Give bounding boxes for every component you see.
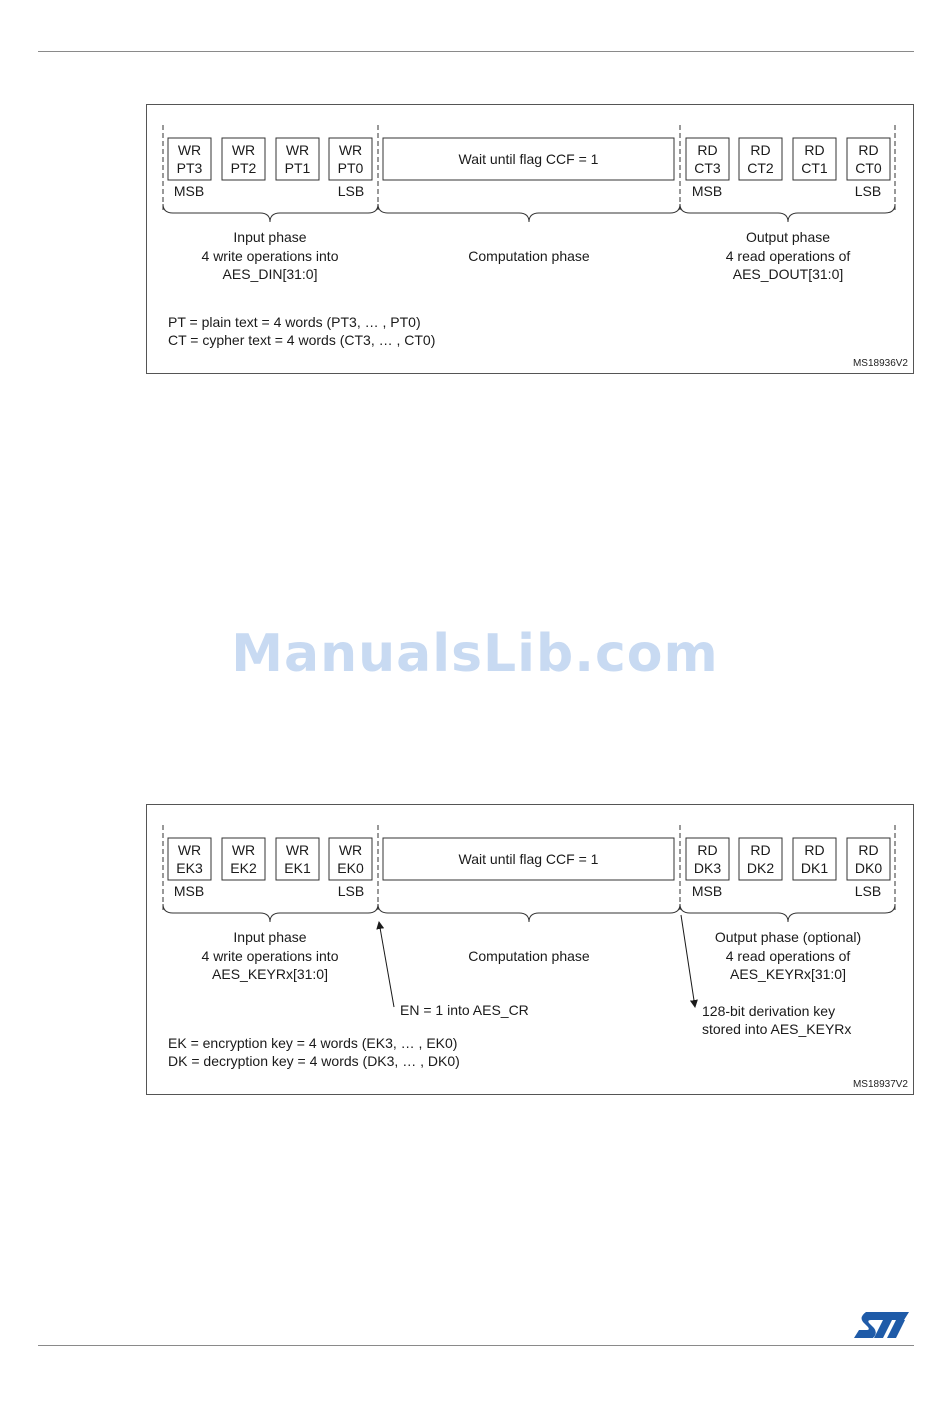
write-box-1 [168, 838, 211, 880]
watermark-text: ManualsLib.com [231, 624, 719, 684]
enable-annotation: EN = 1 into AES_CR [400, 1002, 529, 1018]
write-box-3 [276, 138, 319, 180]
read-box-2 [739, 138, 782, 180]
read-box-4 [847, 138, 890, 180]
write-box-3-line1: WR [285, 842, 310, 858]
msb-label-input: MSB [173, 183, 205, 199]
output-phase-line3: AES_KEYRx[31:0] [730, 966, 846, 982]
aes-encryption-sequence-figure [146, 104, 914, 374]
note-decryption-key: DK = decryption key = 4 words (DK3, … , DK0) [168, 1053, 460, 1069]
read-box-2-line1: RD [750, 842, 771, 858]
input-phase-line1: Input phase [233, 929, 307, 945]
read-box-3-line2: CT1 [801, 160, 828, 176]
read-box-2-line2: DK2 [746, 860, 775, 876]
write-box-2-line1: WR [231, 842, 256, 858]
derivation-key-line1: 128-bit derivation key [702, 1003, 836, 1019]
note-encryption-key: EK = encryption key = 4 words (EK3, … , EK0) [168, 1035, 458, 1051]
input-phase-line2: 4 write operations into [201, 248, 339, 264]
read-box-1-line2: DK3 [693, 860, 722, 876]
read-box-3 [793, 838, 836, 880]
msb-label-output: MSB [691, 883, 723, 899]
input-phase-line3: AES_KEYRx[31:0] [212, 966, 328, 982]
figure-id: MS18936V2 [852, 358, 908, 369]
wait-box [383, 138, 674, 180]
derivation-key-line2: stored into AES_KEYRx [702, 1021, 852, 1037]
lsb-label-output: LSB [854, 183, 882, 199]
lsb-label-input: LSB [337, 883, 365, 899]
write-box-1-line1: WR [177, 142, 202, 158]
output-phase-brace [680, 904, 895, 922]
st-logo [852, 1310, 910, 1340]
read-box-1 [686, 838, 729, 880]
read-box-4-line1: RD [858, 842, 879, 858]
output-phase-brace [680, 204, 895, 222]
write-box-4-line2: PT0 [337, 160, 364, 176]
write-box-2-line2: PT2 [230, 160, 257, 176]
read-box-2-line1: RD [750, 142, 771, 158]
read-box-3-line2: DK1 [800, 860, 829, 876]
input-phase-line2: 4 write operations into [201, 948, 339, 964]
read-box-1-line1: RD [697, 842, 718, 858]
read-box-1 [686, 138, 729, 180]
write-box-4-line1: WR [338, 842, 363, 858]
computation-phase-label: Computation phase [468, 248, 590, 264]
read-box-3-line1: RD [804, 842, 825, 858]
write-box-2 [222, 838, 265, 880]
read-box-1-line1: RD [697, 142, 718, 158]
write-box-4-line1: WR [338, 142, 363, 158]
computation-phase-brace [378, 904, 680, 922]
wait-label: Wait until flag CCF = 1 [458, 851, 599, 867]
figure-2-diagram [147, 805, 913, 1094]
lsb-label-output: LSB [854, 883, 882, 899]
read-box-4-line2: CT0 [855, 160, 882, 176]
read-box-4-line1: RD [858, 142, 879, 158]
write-box-4 [329, 838, 372, 880]
input-phase-line1: Input phase [233, 229, 307, 245]
wait-box [383, 838, 674, 880]
read-box-2-line2: CT2 [747, 160, 774, 176]
aes-key-derivation-sequence-figure [146, 804, 914, 1095]
write-box-4 [329, 138, 372, 180]
input-phase-brace [163, 904, 378, 922]
derivation-key-arrow [681, 915, 695, 1007]
write-box-2-line2: EK2 [230, 860, 257, 876]
computation-phase-label: Computation phase [468, 948, 590, 964]
output-phase-line1: Output phase [745, 229, 831, 245]
computation-phase-brace [378, 204, 680, 222]
note-cypher-text: CT = cypher text = 4 words (CT3, … , CT0) [168, 332, 436, 348]
input-phase-line3: AES_DIN[31:0] [222, 266, 318, 282]
read-box-1-line2: CT3 [694, 160, 721, 176]
figure-id: MS18937V2 [852, 1079, 908, 1090]
output-phase-line2: 4 read operations of [725, 248, 851, 264]
enable-arrow [379, 922, 394, 1007]
write-box-4-line2: EK0 [337, 860, 364, 876]
write-box-3-line2: EK1 [284, 860, 311, 876]
write-box-1-line1: WR [177, 842, 202, 858]
footer-rule [38, 1345, 914, 1346]
read-box-3 [793, 138, 836, 180]
lsb-label-input: LSB [337, 183, 365, 199]
output-phase-line3: AES_DOUT[31:0] [732, 266, 844, 282]
write-box-2 [222, 138, 265, 180]
wait-label: Wait until flag CCF = 1 [458, 151, 599, 167]
read-box-2 [739, 838, 782, 880]
read-box-4-line2: DK0 [854, 860, 883, 876]
header-rule [38, 51, 914, 52]
read-box-3-line1: RD [804, 142, 825, 158]
output-phase-line1: Output phase (optional) [714, 929, 862, 945]
write-box-3 [276, 838, 319, 880]
write-box-2-line1: WR [231, 142, 256, 158]
input-phase-brace [163, 204, 378, 222]
write-box-1-line2: PT3 [176, 160, 203, 176]
note-plain-text: PT = plain text = 4 words (PT3, … , PT0) [168, 314, 421, 330]
figure-1-diagram [147, 105, 913, 373]
write-box-1 [168, 138, 211, 180]
write-box-3-line2: PT1 [284, 160, 311, 176]
write-box-1-line2: EK3 [176, 860, 203, 876]
write-box-3-line1: WR [285, 142, 310, 158]
msb-label-input: MSB [173, 883, 205, 899]
read-box-4 [847, 838, 890, 880]
output-phase-line2: 4 read operations of [725, 948, 851, 964]
msb-label-output: MSB [691, 183, 723, 199]
